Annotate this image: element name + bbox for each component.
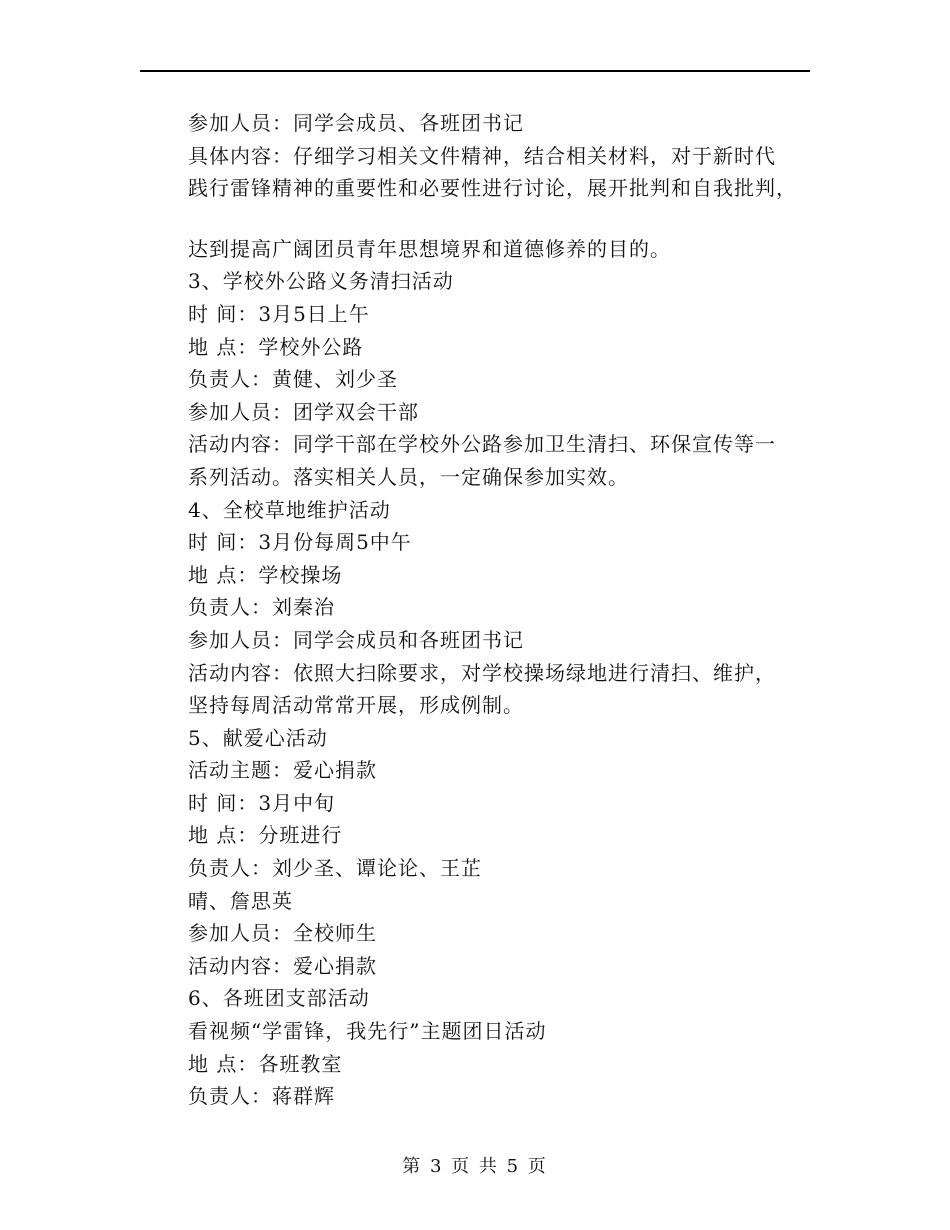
text-line: 负责人：黄健、刘少圣 [188,367,398,392]
text-line: 负责人：刘少圣、谭论论、王芷 [188,856,482,881]
text-line: 地 点：各班教室 [188,1051,343,1076]
document-body [188,107,828,1113]
page-number-footer: 第 3 页 共 5 页 [402,1156,548,1177]
text-line: 践行雷锋精神的重要性和必要性进行讨论，展开批判和自我批判， [188,176,797,201]
text-line: 活动内容：依照大扫除要求，对学校操场绿地进行清扫、维护， [188,660,776,685]
text-line: 活动主题：爱心捐款 [188,758,377,783]
text-line: 参加人员：全校师生 [188,921,377,946]
text-line: 活动内容：同学干部在学校外公路参加卫生清扫、环保宣传等一 [188,432,776,457]
text-line: 达到提高广阔团员青年思想境界和道德修养的目的。 [188,236,671,261]
text-line: 系列活动。落实相关人员，一定确保参加实效。 [188,464,629,489]
section-heading: 3、学校外公路义务清扫活动 [188,269,454,294]
text-line: 地 点：学校操场 [188,562,343,587]
text-line: 负责人：刘秦治 [188,595,335,620]
text-line: 参加人员：团学双会干部 [188,399,419,424]
text-line: 时 间：3月中旬 [188,790,336,815]
section-heading: 6、各班团支部活动 [188,986,370,1011]
text-line: 地 点：分班进行 [188,823,343,848]
text-line: 坚持每周活动常常开展，形成例制。 [188,693,524,718]
section-heading: 5、献爱心活动 [188,725,328,750]
header-rule [140,70,810,72]
text-line: 看视频“学雷锋，我先行”主题团日活动 [188,1019,547,1044]
text-line: 参加人员：同学会成员和各班团书记 [188,627,524,652]
text-line: 负责人：蒋群辉 [188,1084,335,1109]
section-heading: 4、全校草地维护活动 [188,497,391,522]
text-line: 地 点：学校外公路 [188,334,364,359]
text-line: 时 间：3月5日上午 [188,301,370,326]
text-line: 具体内容：仔细学习相关文件精神，结合相关材料，对于新时代 [188,143,776,168]
text-line: 活动内容：爱心捐款 [188,953,377,978]
text-line: 晴、詹思英 [188,888,293,913]
text-line: 参加人员：同学会成员、各班团书记 [188,111,524,135]
text-line: 时 间：3月份每周5中午 [188,530,412,555]
